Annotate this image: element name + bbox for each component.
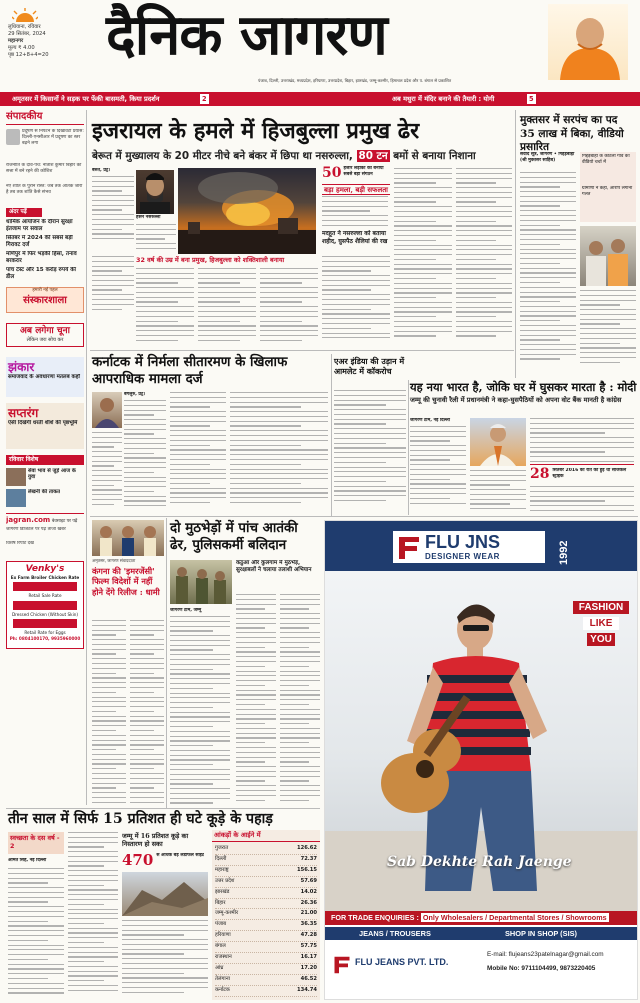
ad-footer [325,941,638,1000]
stat-state: झारखंड [215,888,230,895]
stat-state: हरियाणा [215,932,231,939]
stat-row [215,942,317,953]
edition-name: महानगर [8,38,24,44]
ad-mobile[interactable]: Mobile No: 9711104499, 9873220405 [487,965,596,972]
sarpanch-byline: संवाद सूत्र, जागरण • गिद्दड़बाहा (श्री मुक्तसर साहिब) [520,152,575,163]
stat-row [215,986,317,997]
saptrang-promo[interactable]: सप्तरंग ऐसी दिखेगी धरती शीशे की पृष्ठभूमि [6,403,84,449]
ravivar-thumb [6,468,26,486]
stat-value: 47.28 [300,932,317,939]
stat-value: 134.74 [296,986,317,993]
modi-byline: जागरण टीम, नई दिल्ली [410,418,450,423]
jhankar-promo[interactable]: झंकार समाजवाद के अवधारणा मतलब कहाँ [6,357,84,397]
stat-value: 72.37 [300,855,317,862]
top-strip-left-page: 2 [202,95,207,103]
terror-headline[interactable]: दो मुठभेड़ों में पांच आतंकी ढेर, पुलिसकर्मी बलिदान [170,520,298,553]
sidebar [6,110,84,805]
terror-photo [170,560,232,604]
stat-row [215,888,317,899]
edition-price: मूल्य ₹ 4.00 [8,45,35,51]
terror-subhead: कठुआ और कुलगाम में मुठभेड़, सुरक्षाबलों ने चलाया तलाशी अभियान [236,560,312,573]
modi-photo [470,418,526,466]
edition-date: 29 सितंबर, 2024 [8,31,46,37]
karnataka-headline[interactable]: कर्नाटक में निर्मला सीतारमण के खिलाफ आपराधिक मामला दर्ज [92,354,288,387]
stat-state: बंगाल [215,943,226,950]
lead-subhead: बेरूत में मुख्यालय के 20 मीटर नीचे बने बंकर में छिपा था नसरुल्ला, 80 टन बमों से बनाया निशाना [92,150,476,162]
stat-value: 16.17 [300,954,317,961]
stat-value: 36.35 [300,921,317,928]
stat-row [215,899,317,910]
stat-value: 14.02 [300,888,317,895]
garbage-stats-title: आंकड़ों के आईने में [212,830,320,842]
ravivar-item[interactable]: सेवा भाव से जुड़े आज के युवा [6,468,84,486]
sarpanch-headline[interactable]: मुक्तसर में सरपंच का पद 35 लाख में बिका, वीडियो प्रसारित [520,114,624,153]
sarpanch-bullets: गिद्दड़बाहा के कोटली गांव का वीडियो चर्चा में ग्रामीणों ने कहा, आरोप लगाना गलत [580,152,636,222]
editorial-item[interactable]: राजनीति के दांव-पेंच: नीतीश कुमार बिहार की सत्ता में बने रहने की कोशिश [6,163,82,174]
nasrallah-caption: हसन नसरुल्ला [136,215,161,220]
edition-pages: पृष्ठ 12+8+4=20 [8,52,49,58]
stat-row [215,953,317,964]
jagran-sun-logo [12,8,38,22]
lead-body: बेरुत, प्रेट्र। [92,168,134,248]
sarpanch-photo [580,226,636,286]
garbage-kicker: स्वच्छता के दस वर्ष - 2 [8,832,64,854]
editorial-title: संपादकीय [6,110,84,125]
top-strip-right-page: 5 [529,95,534,103]
modi-headline[interactable]: यह नया भारत है, जोकि घर में घुसकर मारता है : मोदी [410,380,637,394]
lead-headline[interactable]: इजरायल के हमले में हिजबुल्ला प्रमुख ढेर [92,118,420,144]
ravivar-thumb [6,489,26,507]
andar-item[interactable]: सितंबर में 2024 की सबसे बड़ी गिरावट दर्ज [6,235,73,249]
stat-row [215,866,317,877]
kangana-headline[interactable]: कंगना की 'इमरजेंसी' फिल्म विदेशों में नहीं होने देंगे रिलीज : धामी [92,566,160,597]
jagran-web-item[interactable]: जागरण डिजिटल पर पढ़ें ताजा खबरें [6,526,66,532]
stat-state: गुजरात [215,845,229,851]
andar-item[interactable]: पांच टेस्ट और 15 करोड़ रुपये की डील [6,267,77,281]
editorial-item[interactable]: नए शांति के पुराने रास्ते: जब तक आतंक जारी है तब तक शांति कैसे संभव [6,184,83,195]
andar-item[interactable]: मणिपुर में फिर भड़की हिंसा, तनाव बरकरार [6,251,77,265]
lead-photo [178,168,316,254]
stat-value: 17.20 [300,964,317,971]
garbage-stats [212,830,320,1000]
newspaper-logo: दैनिक जागरण [106,2,387,68]
stat-value: 57.75 [300,943,317,950]
masthead-portrait [548,4,628,80]
garbage-mid-stat: 470 से अधिक बड़े लैंडफिल साइट [122,851,205,869]
stat-row [215,909,317,920]
stat-state: तेलंगाना [215,975,230,982]
top-strip[interactable] [0,92,640,106]
garbage-headline[interactable]: तीन साल में सिर्फ 15 प्रतिशत ही घटे कूड़े के पहाड़ [8,811,273,827]
stat-value: 46.52 [300,975,317,982]
ad-footer-f-icon [333,955,351,975]
stat-value: 156.15 [296,866,317,873]
ad-script-tagline: Sab Dekhte Rah Jaenge [387,854,572,870]
ab-promo[interactable]: अब लगेगा चूना लेकिन जरा सोच कर [6,323,84,347]
venkys-ad[interactable]: Venky's Ex Farm Broiler Chicken Rate Retail Sale Rate Dressed Chicken (Without Skin) Retail Rate for Eggs Ph: 0804100170, 9935960000 [6,561,84,649]
ad-trade-bar: FOR TRADE ENQUIRIES : Only Wholesalers / Departmental Stores / Showrooms [325,911,638,925]
garbage-stats-rows [212,842,320,999]
stat-state: महाराष्ट्र [215,866,229,873]
columnist-avatar [6,129,20,145]
garbage-mid-title: जम्मू में 16 प्रतिशत कूड़े का निस्तारण हो सका [122,832,189,848]
lead-side-box: 50 हजार लड़ाकों का बनाया सबसे बड़ा संगठन बड़ा हमला, बड़ी सफलता [322,166,390,228]
stat-value: 26.36 [300,899,317,906]
ad-f-logo-icon [397,535,421,561]
ad-fashion-badge: FASHION LIKE YOU [573,601,629,646]
stat-value: 126.62 [296,845,317,851]
kangana-photo [92,520,164,556]
editorial-item[interactable]: प्रदूषण से निपटने के दिखावटी प्रयास: दिल्ली-एनसीआर में प्रदूषण का स्तर बढ़ने लगा [6,129,84,160]
terror-byline: जागरण टीम, जम्मू [170,608,202,613]
stat-state: जम्मू-कश्मीर [215,910,239,917]
stat-row [215,844,317,855]
stat-state: उत्तर प्रदेश [215,877,235,884]
stat-row [215,931,317,942]
ad-brand-name: FLU JNS [425,532,501,552]
stat-row [215,855,317,866]
ad-year: 1992 [558,540,570,565]
stat-state: आंध्र [215,964,224,971]
stat-state: पंजाब [215,921,227,928]
stat-state: राजस्थान [215,954,232,961]
landfill-photo [122,872,208,916]
ad-brand-tagline: DESIGNER WEAR [425,552,500,561]
stat-row [215,975,317,986]
sanskarshala-promo[interactable]: हमारी नई पहल संस्कारशाला [6,287,84,313]
ravivar-title: रविवार विशेष [6,455,84,465]
states-line: पंजाब, दिल्ली, उत्तराखंड, मध्यप्रदेश, हरियाणा, उत्तरप्रदेश, बिहार, झारखंड, जम्मू-कश्मीर, हिमाचल प्रदेश और प. बंगाल से प्रकाशित [258,78,452,83]
jagran-web-item[interactable]: विशेष रिपोर्ट देखें [6,540,34,546]
stat-state: बिहार [215,899,226,906]
modi-subhead: जम्मू की चुनावी रैली में प्रधानमंत्री ने कहा-घुसपैठियों को अपना वोट बैंक मानती है कांग्रेस [410,396,622,404]
flu-jns-ad[interactable] [324,520,638,1000]
ad-email[interactable]: E-mail: flujeans23patelnagar@gmail.com [487,951,604,958]
garbage-byline: अमित सिंह, नई दिल्ली [8,858,47,863]
surgical-strike-box: 28 सितंबर 2016 को रात को हुई थी सर्जिकल स्ट्राइक [530,464,634,482]
stat-value: 21.00 [300,910,317,917]
karnataka-byline: बेंगलुरु, प्रेट्र। [124,392,146,397]
jagran-web-promo[interactable]: jagran.com बेवसाइट पर पढ़ें [6,513,84,525]
stat-state: दिल्ली [215,855,227,862]
nasrallah-photo [136,170,174,214]
stat-value: 57.69 [300,877,317,884]
stat-row [215,920,317,931]
top-strip-left[interactable]: अमृतसर में किसानों ने सड़क पर फेंकी बासमती, किया प्रदर्शन [12,95,160,103]
ad-brand-logo [391,529,547,565]
kangana-photo-caption: अमृतसर, जागरण संवाददाता [92,558,136,563]
ad-products-bar: JEANS / TROUSERS SHOP IN SHOP (SIS) [325,927,638,940]
top-strip-right[interactable]: अब मथुरा में मंदिर बनाने की तैयारी : योगी [392,95,495,103]
lead-caption-bar: 32 वर्ष की उम्र में बना प्रमुख, हिजबुल्ला को शक्तिशाली बनाया [136,256,285,264]
stat-row [215,964,317,975]
lead-subhead-highlight: 80 टन [358,150,388,162]
ad-company: FLU JEANS PVT. LTD. [355,957,449,967]
edition-city: लुधियाना, रविवार [8,24,41,30]
lead-side-sub: मदहूत ने नसरुल्ला को बताया शहीद, घुसपैठ शैलियां की रख [322,230,388,245]
stat-row [215,877,317,888]
andar-item[interactable]: धार्मिक आयोजन के दौरान सुरक्षा इंतजाम पर सवाल [6,219,73,233]
ravivar-item[interactable]: लेखनी की ताकत [6,489,84,507]
stat-state: कर्नाटक [215,986,230,993]
sitharaman-photo [92,392,122,428]
airindia-headline[interactable]: एअर इंडिया की उड़ान में आमलेट में कॉकरोच [334,356,405,376]
andar-title: अंदर पढ़ें [6,208,42,217]
masthead [0,0,640,92]
